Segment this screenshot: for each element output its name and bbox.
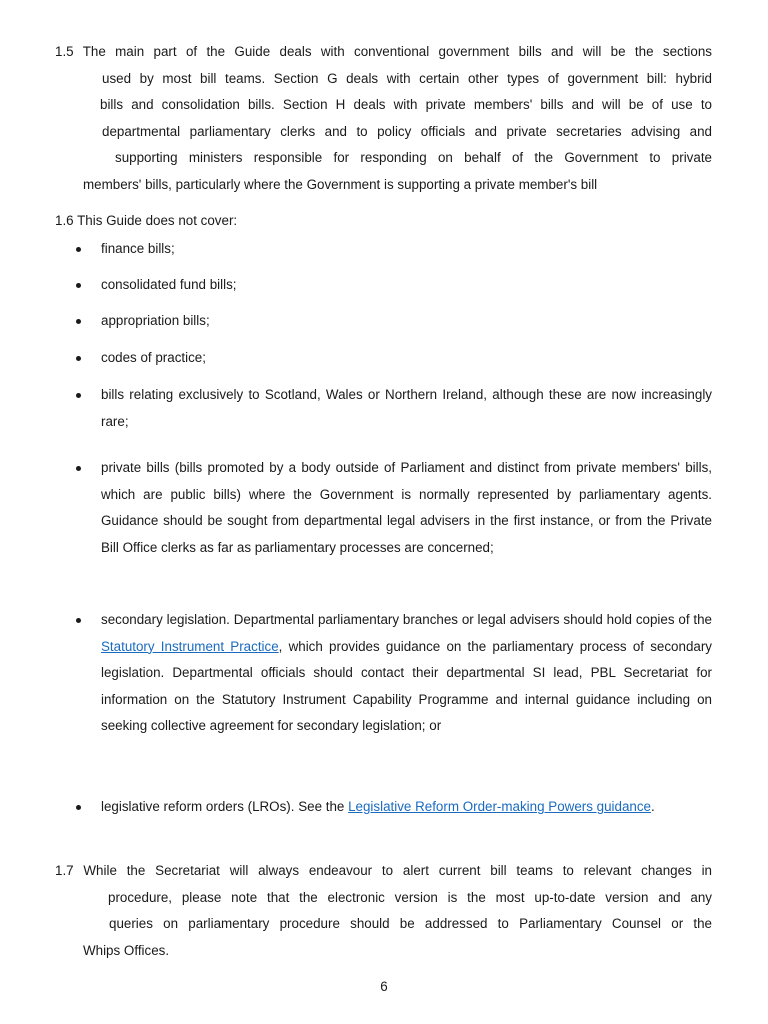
list-item-text: codes of practice; <box>101 350 206 365</box>
paragraph-line: used by most bill teams. Section G deals with certain other types of government bill: hybrid <box>102 70 712 86</box>
list-item-text: private bills (bills promoted by a body outside of Parliament and distinct from private members' bills, which are public bills) where the Government is normally represented by parliamentary agents. Guidance should be sought from departmental legal advisers in the first instance, or from the Private Bill Office clerks as far as parliamentary processes are concerned; <box>101 460 712 555</box>
paragraph-line: 1.5 The main part of the Guide deals with conventional government bills and will be the sections <box>55 44 712 59</box>
paragraph-line: procedure, please note that the electronic version is the most up-to-date version and any <box>108 889 712 905</box>
paragraph-line: Whips Offices. <box>83 942 170 958</box>
paragraph-line: members' bills, particularly where the Government is supporting a private member's bill <box>83 176 598 192</box>
list-item <box>101 455 712 561</box>
list-item <box>101 794 712 821</box>
paragraph-1-7 <box>55 858 712 964</box>
bullet-icon <box>76 356 81 361</box>
list-item <box>101 345 712 372</box>
list-item-text-after: . <box>651 799 655 814</box>
list-item <box>101 272 712 299</box>
section-heading: 1.6 This Guide does not cover: <box>55 213 238 228</box>
list-item <box>101 308 712 335</box>
statutory-instrument-practice-link[interactable]: Statutory Instrument Practice <box>101 638 279 654</box>
paragraph-line: departmental parliamentary clerks and to policy officials and private secretaries advising and <box>102 123 712 139</box>
list-item-text: bills relating exclusively to Scotland, Wales or Northern Ireland, although these are now increasingly rare; <box>101 387 712 429</box>
paragraph-1-5 <box>55 39 712 199</box>
list-item-text-before: secondary legislation. Departmental parliamentary branches or legal advisers should hold copies of the <box>101 612 712 627</box>
bullet-icon <box>76 247 81 252</box>
paragraph-line: queries on parliamentary procedure should be addressed to Parliamentary Counsel or the <box>109 916 712 932</box>
list-item <box>101 382 712 435</box>
bullet-icon <box>76 319 81 324</box>
list-item-text-before: legislative reform orders (LROs). See the <box>101 799 349 814</box>
list-item-text-after: , which provides guidance on the parliamentary process of secondary legislation. Departmental officials should contact their departmental SI lead, PBL Secretariat for information on the Statutory Instrument Capability Programme and internal guidance including on seeking collective agreement for secondary legislation; or <box>101 638 712 734</box>
paragraph-1-6-heading <box>55 208 712 235</box>
lro-guidance-link[interactable]: Legislative Reform Order-making Powers guidance <box>348 799 651 814</box>
list-item-text: finance bills; <box>101 241 175 256</box>
bullet-icon <box>76 618 81 623</box>
page-number: 6 <box>380 979 388 994</box>
list-item-text: appropriation bills; <box>101 313 210 328</box>
list-item-text: consolidated fund bills; <box>101 277 237 292</box>
paragraph-line: supporting ministers responsible for responding on behalf of the Government to private <box>115 150 712 166</box>
paragraph-line: bills and consolidation bills. Section H deals with private members' bills and will be of use to <box>100 97 712 113</box>
list-item <box>101 236 712 263</box>
bullet-icon <box>76 466 81 471</box>
paragraph-line: 1.7 While the Secretariat will always endeavour to alert current bill teams to relevant changes in <box>55 863 712 878</box>
list-item <box>101 607 712 740</box>
bullet-icon <box>76 283 81 288</box>
bullet-icon <box>76 805 81 810</box>
bullet-icon <box>76 393 81 398</box>
